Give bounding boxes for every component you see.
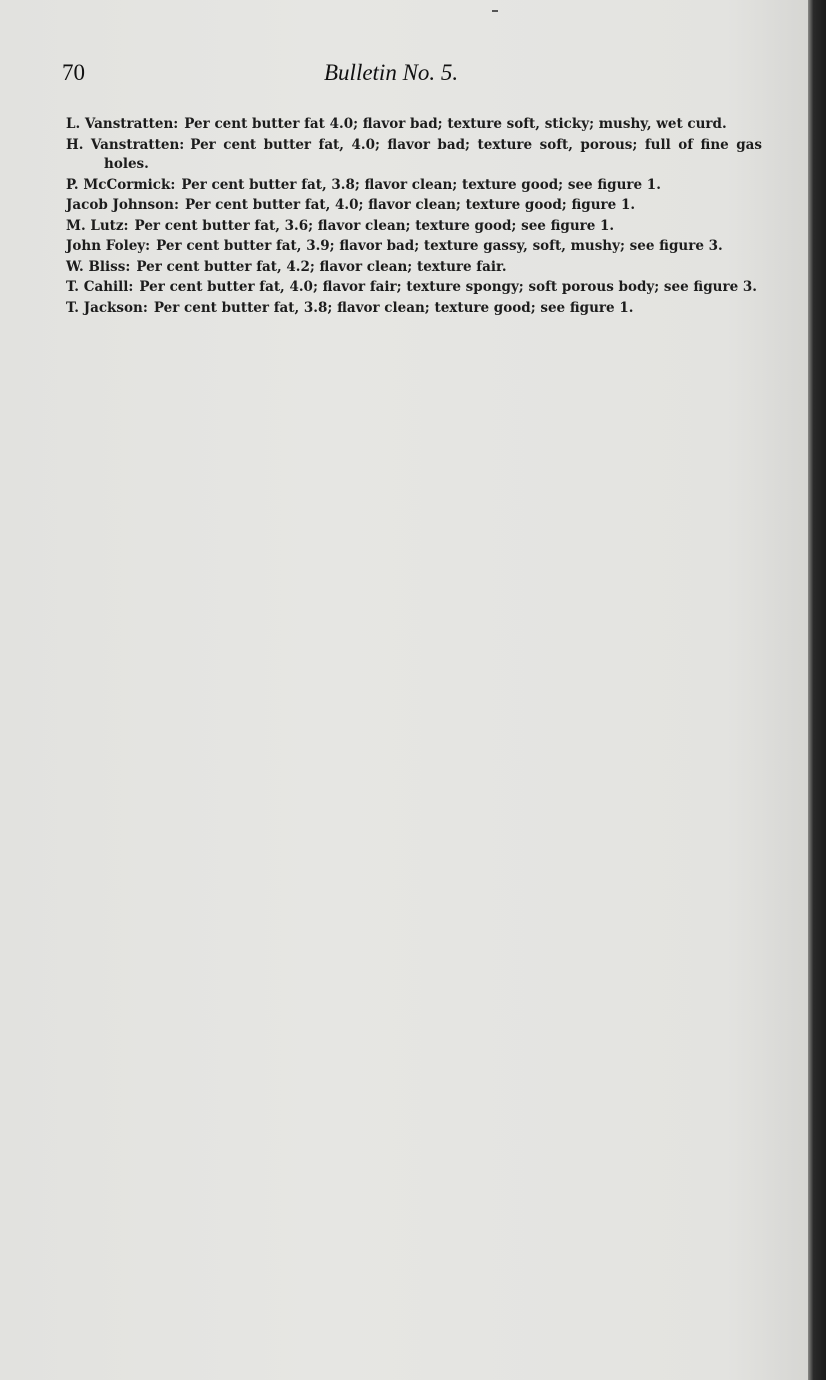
list-item [66,237,762,257]
list-item [66,115,762,135]
result-text: Per cent butter fat 4.0; flavor bad; texture soft, sticky; mushy, wet curd. [184,116,727,132]
running-title: Bulletin No. 5. [324,60,459,85]
patron-name: P. McCormick: [66,176,176,193]
result-text: Per cent butter fat, 4.0; flavor bad; texture soft, porous; full of fine gas holes. [104,136,762,172]
test-results-list [66,115,762,319]
scan-mark [492,10,498,12]
list-item [66,196,762,216]
list-item [66,176,762,196]
patron-name: M. Lutz: [66,217,129,234]
result-text: Per cent butter fat, 3.8; flavor clean; texture good; see figure 1. [153,299,634,316]
patron-name: T. Cahill: [66,279,134,295]
patron-name: Jacob Johnson: [66,197,179,213]
page-header [62,60,762,90]
patron-name: W. Bliss: [66,258,131,275]
list-item [66,217,762,237]
patron-name: L. Vanstratten: [66,116,179,132]
result-text: Per cent butter fat, 3.9; flavor bad; texture gassy, soft, mushy; see figure 3. [156,238,723,254]
list-item [66,278,762,298]
list-item [66,136,762,175]
result-text: Per cent butter fat, 4.2; flavor clean; texture fair. [136,258,507,275]
list-item [66,258,762,278]
patron-name: H. Vanstratten: [66,136,185,153]
result-text: Per cent butter fat, 3.6; flavor clean; texture good; see figure 1. [134,217,615,234]
patron-name: T. Jackson: [66,299,148,316]
result-text: Per cent butter fat, 3.8; flavor clean; texture good; see figure 1. [181,176,661,193]
result-text: Per cent butter fat, 4.0; flavor clean; texture good; figure 1. [184,197,636,213]
list-item [66,299,762,319]
result-text: Per cent butter fat, 4.0; flavor fair; texture spongy; soft porous body; see figure 3. [139,279,757,295]
page-number: 70 [62,60,85,85]
patron-name: John Foley: [66,238,151,254]
page-edge-shadow [808,0,826,1380]
